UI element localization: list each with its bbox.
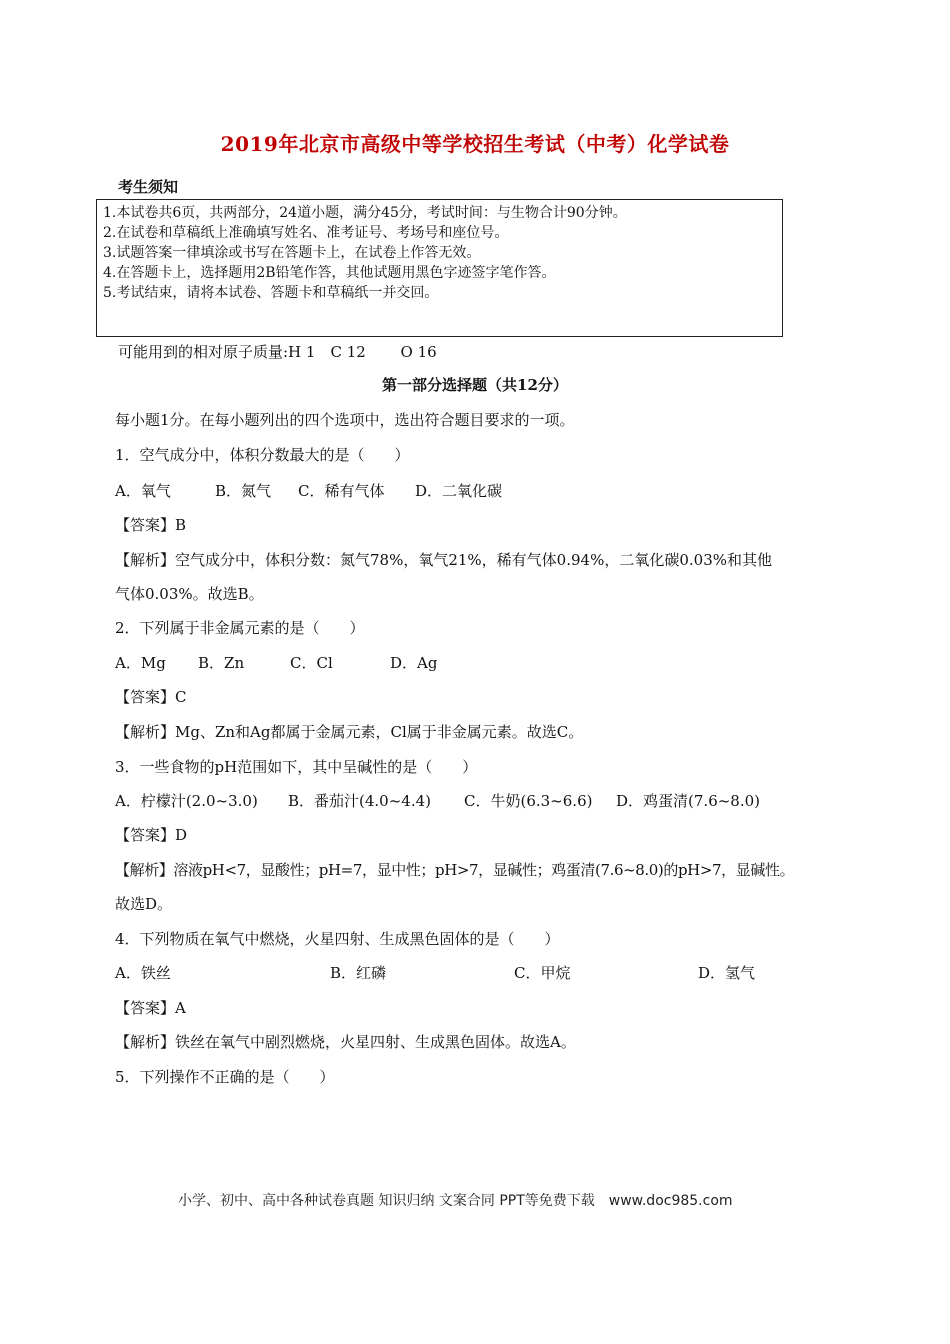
question-1-analysis-cont: 气体0.03%。故选B。 — [115, 585, 264, 603]
question-2-option-c: C．Cl — [290, 654, 333, 672]
question-1-analysis: 【解析】空气成分中，体积分数：氮气78%，氧气21%，稀有气体0.94%，二氧化碳0.03%和其他 — [115, 551, 772, 569]
question-4-analysis: 【解析】铁丝在氧气中剧烈燃烧，火星四射、生成黑色固体。故选A。 — [115, 1033, 576, 1051]
question-4-option-c: C．甲烷 — [514, 964, 571, 982]
atomic-mass-note: 可能用到的相对原子质量:H 1 C 12 O 16 — [118, 343, 437, 361]
question-2-option-b: B．Zn — [198, 654, 245, 672]
question-1-option-b: B．氮气 — [215, 482, 272, 500]
question-2-analysis: 【解析】Mg、Zn和Ag都属于金属元素，Cl属于非金属元素。故选C。 — [115, 723, 584, 741]
question-4-option-d: D．氢气 — [698, 964, 756, 982]
question-3-analysis-cont: 故选D。 — [115, 895, 173, 913]
question-4-stem: 4．下列物质在氧气中燃烧，火星四射、生成黑色固体的是（ ） — [115, 930, 560, 948]
question-1-option-a: A．氧气 — [115, 482, 171, 500]
notice-line: 4.在答题卡上，选择题用2B铅笔作答，其他试题用黑色字迹签字笔作答。 — [103, 265, 556, 281]
question-1-stem: 1．空气成分中，体积分数最大的是（ ） — [115, 446, 410, 464]
question-5-stem: 5．下列操作不正确的是（ ） — [115, 1068, 335, 1086]
question-3-stem: 3．一些食物的pH范围如下，其中呈碱性的是（ ） — [115, 758, 478, 776]
notice-heading: 考生须知 — [118, 178, 179, 196]
notice-line: 3.试题答案一律填涂或书写在答题卡上，在试卷上作答无效。 — [103, 245, 481, 261]
question-3-option-a: A．柠檬汁(2.0~3.0) — [115, 792, 258, 810]
section-instruction: 每小题1分。在每小题列出的四个选项中，选出符合题目要求的一项。 — [115, 411, 575, 429]
notice-line: 5.考试结束，请将本试卷、答题卡和草稿纸一并交回。 — [103, 285, 439, 301]
question-2-option-d: D．Ag — [390, 654, 438, 672]
notice-line: 1.本试卷共6页，共两部分，24道小题，满分45分，考试时间：与生物合计90分钟。 — [103, 205, 627, 221]
question-3-analysis: 【解析】溶液pH<7，显酸性；pH=7，显中性；pH>7，显碱性；鸡蛋清(7.6~8.0)的pH>7，显碱性。 — [115, 861, 795, 879]
question-1-answer: 【答案】B — [115, 516, 187, 534]
question-2-option-a: A．Mg — [115, 654, 166, 672]
question-2-answer: 【答案】C — [115, 688, 187, 706]
question-4-option-b: B．红磷 — [330, 964, 387, 982]
question-4-option-a: A．铁丝 — [115, 964, 171, 982]
footer-note: 小学、初中、高中各种试卷真题 知识归纳 文案合同 PPT等免费下载 www.doc985.com — [178, 1193, 733, 1209]
notice-box — [96, 199, 783, 337]
question-4-answer: 【答案】A — [115, 999, 186, 1017]
section-title: 第一部分选择题（共12分） — [382, 376, 568, 394]
question-3-answer: 【答案】D — [115, 826, 188, 844]
question-2-stem: 2．下列属于非金属元素的是（ ） — [115, 619, 365, 637]
question-1-option-c: C．稀有气体 — [298, 482, 385, 500]
exam-title: 2019年北京市高级中等学校招生考试（中考）化学试卷 — [220, 132, 730, 156]
question-3-option-c: C．牛奶(6.3~6.6) — [464, 792, 593, 810]
question-3-option-d: D．鸡蛋清(7.6~8.0) — [616, 792, 761, 810]
question-3-option-b: B．番茄汁(4.0~4.4) — [288, 792, 432, 810]
question-1-option-d: D．二氧化碳 — [415, 482, 503, 500]
notice-line: 2.在试卷和草稿纸上准确填写姓名、准考证号、考场号和座位号。 — [103, 225, 509, 241]
